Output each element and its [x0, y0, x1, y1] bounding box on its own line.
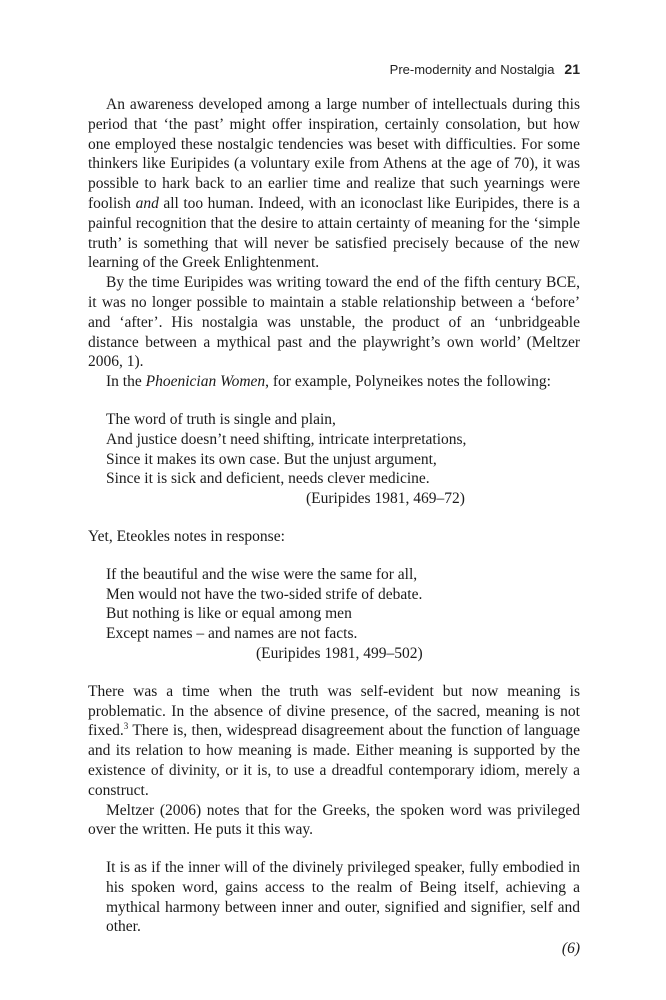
paragraph-1-rest: all too human. Indeed, with an iconoclast like Euripides, there is a painful recognition that the desire to attain certainty of meaning for the ‘simple truth’ is something that will never be satisfied precisely because of the new learning of the Greek Enlightenment.: [88, 194, 581, 272]
running-head: [390, 61, 580, 77]
verse-line: And justice doesn’t need shifting, intricate interpretations,: [106, 430, 467, 448]
verse-quote-eteokles: [106, 565, 580, 664]
verse-line: Since it is sick and deficient, needs clever medicine.: [106, 470, 430, 488]
verse-line: But nothing is like or equal among men: [106, 605, 352, 623]
verse-line: If the beautiful and the wise were the same for all,: [106, 565, 418, 583]
paragraph-5-rest: There is, then, widespread disagreement about the function of language and its relation to how meaning is made. Either meaning is supported by the existence of divinity, or it is, to use a dreadful contemporary idiom, merely a construct.: [88, 722, 580, 799]
block-quote: [106, 858, 580, 959]
verse-quote-polyneikes: [106, 410, 580, 509]
paragraph-5: [88, 682, 580, 801]
verse-line: The word of truth is single and plain,: [106, 410, 336, 428]
paragraph-1: [88, 95, 580, 273]
verse-citation: (Euripides 1981, 469–72): [306, 490, 465, 508]
paragraph-6: Meltzer (2006) notes that for the Greeks, the spoken word was privileged over the written. He puts it this way.: [88, 801, 580, 839]
paragraph-1-text: An awareness developed among a large number of intellectuals during this period that ‘the past’ might offer inspiration, certainly consolation, but how one employed these nostalgic tendencies was beset with difficulties. For some thinkers like Euripides (a voluntary exile from Athens at the age of 70), it was possible to hark back to an earlier time and realize that such yearnings were foolish: [88, 96, 580, 212]
page-number: 21: [564, 61, 580, 77]
paragraph-2: By the time Euripides was writing toward the end of the fifth century BCE, it was no longer possible to maintain a stable relationship between a ‘before’ and ‘after’. His nostalgia was unstable, the product of an ‘unbridgeable distance between a mythical past and the playwright’s own world’ (Meltzer 2006, 1).: [88, 274, 580, 371]
verse-citation: (Euripides 1981, 499–502): [256, 644, 423, 662]
body-text: [88, 95, 580, 959]
paragraph-3-post: , for example, Polyneikes notes the following:: [265, 373, 551, 391]
block-quote-citation: (6): [561, 940, 580, 958]
block-quote-text: It is as if the inner will of the divinely privileged speaker, fully embodied in his spoken word, gains access to the realm of Being itself, achieving a mythical harmony between inner and outer, signified and signifier, self and other.: [106, 859, 580, 936]
paragraph-3: [88, 372, 580, 392]
paragraph-4: Yet, Eteokles notes in response:: [88, 527, 285, 545]
verse-line: Since it makes its own case. But the unjust argument,: [106, 450, 437, 468]
verse-line: Except names – and names are not facts.: [106, 625, 358, 643]
paragraph-3-pre: In the: [106, 373, 146, 391]
play-title: Phoenician Women: [145, 373, 266, 391]
paragraph-5-text: There was a time when the truth was self-evident but now meaning is problematic. In the absence of divine presence, of the sacred, meaning is not fixed.: [88, 682, 580, 740]
chapter-title: Pre-modernity and Nostalgia: [389, 62, 555, 77]
verse-line: Men would not have the two-sided strife of debate.: [106, 585, 423, 603]
emphasis-and: and: [135, 194, 159, 212]
footnote-marker[interactable]: 3: [123, 721, 129, 732]
